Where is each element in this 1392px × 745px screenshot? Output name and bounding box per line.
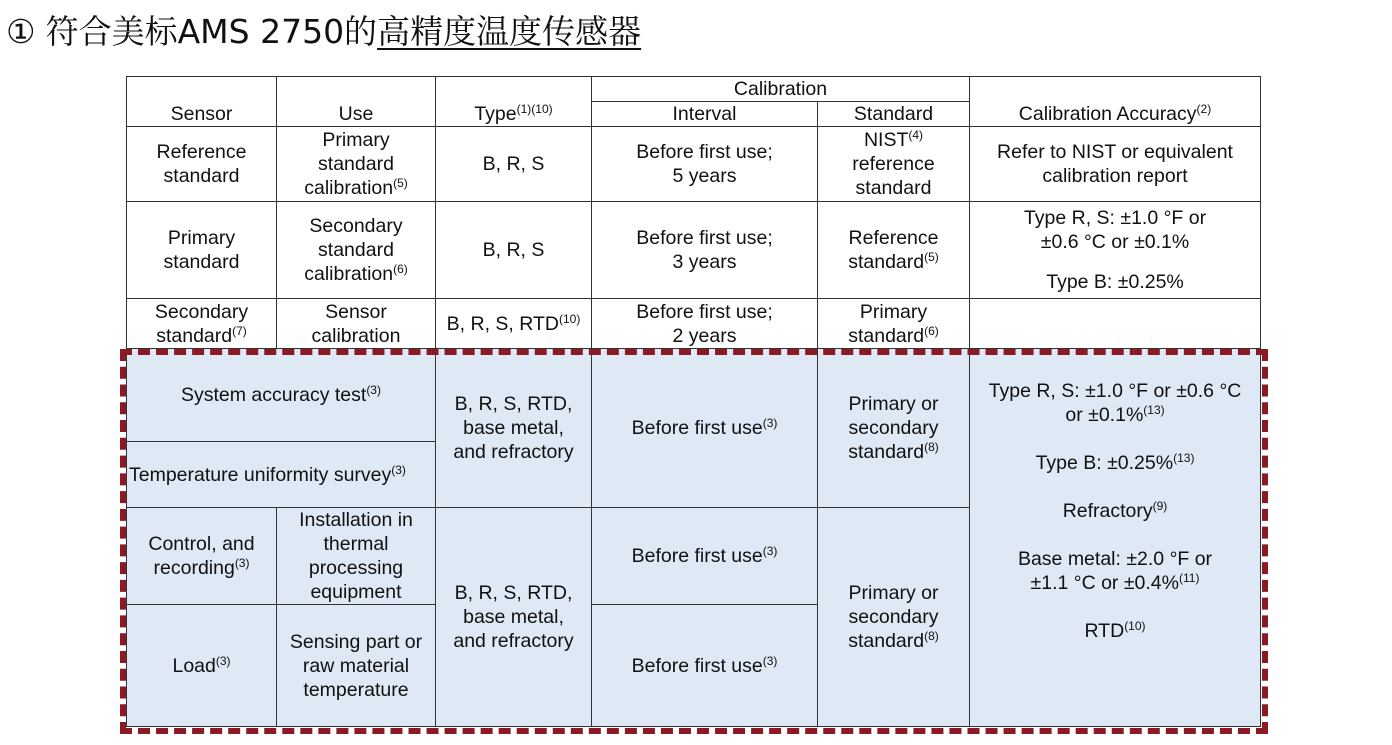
title-underlined: 高精度温度传感器 xyxy=(377,12,642,51)
header-type: Type$^{(1)(10)}$ xyxy=(436,77,592,127)
cell-use: Secondary standard calibration$^{(6)}$ xyxy=(277,202,436,299)
cell-control-recording: Control, and recording$^{(3)}$ xyxy=(127,508,277,605)
header-use: Use xyxy=(277,77,436,127)
cell-standard: Primary or secondary standard$^{(8)}$ xyxy=(818,508,970,727)
header-standard: Standard xyxy=(818,102,970,127)
cell-standard: Reference standard$^{(5)}$ xyxy=(818,202,970,299)
header-calibration: Calibration xyxy=(592,77,970,102)
cell-type: B, R, S xyxy=(436,202,592,299)
cell-interval: Before first use; 5 years xyxy=(592,127,818,202)
header-sensor: Sensor xyxy=(127,77,277,127)
table-row xyxy=(127,202,1261,299)
cell-use: Sensor calibration xyxy=(277,299,436,349)
header-interval: Interval xyxy=(592,102,818,127)
cell-standard: NIST$^{(4)}$ reference standard xyxy=(818,127,970,202)
table-row xyxy=(127,127,1261,202)
cell-interval: Before first use; 2 years xyxy=(592,299,818,349)
circled-number: ① xyxy=(6,12,36,51)
cell-accuracy-lower: Type R, S: ±1.0 °F or ±0.6 °C or ±0.1%$^{(13)}$ Type B: ±0.25%$^{(13)}$ Refractory$^{(9)}$ Base metal: ±2.0 °F or ±1.1 °C or ±0.4%$^{(11)}$ RTD$^{(10)}$ xyxy=(970,349,1261,727)
cell-interval: Before first use; 3 years xyxy=(592,202,818,299)
cell-load-use: Sensing part or raw material temperature xyxy=(277,605,436,727)
cell-use: Primary standard calibration$^{(5)}$ xyxy=(277,127,436,202)
cell-accuracy: Refer to NIST or equivalent calibration report xyxy=(970,127,1261,202)
header-accuracy: Calibration Accuracy$^{(2)}$ xyxy=(970,77,1261,127)
cell-interval: Before first use$^{(3)}$ xyxy=(592,605,818,727)
cell-interval: Before first use$^{(3)}$ xyxy=(592,508,818,605)
cell-type: B, R, S, RTD$^{(10)}$ xyxy=(436,299,592,349)
cell-standard: Primary standard$^{(6)}$ xyxy=(818,299,970,349)
table-row xyxy=(127,299,1261,349)
cell-type: B, R, S, RTD, base metal, and refractory xyxy=(436,349,592,508)
title-prefix: 符合美标AMS 2750的 xyxy=(45,12,378,51)
cell-system-accuracy-test: System accuracy test$^{(3)}$ xyxy=(127,349,436,442)
calibration-table xyxy=(126,76,1261,727)
cell-accuracy xyxy=(970,299,1261,349)
cell-interval: Before first use$^{(3)}$ xyxy=(592,349,818,508)
cell-sensor: Secondary standard$^{(7)}$ xyxy=(127,299,277,349)
cell-control-use: Installation in thermal processing equipment xyxy=(277,508,436,605)
table-row xyxy=(127,349,1261,442)
cell-sensor: Reference standard xyxy=(127,127,277,202)
page-title xyxy=(6,8,641,56)
cell-temperature-uniformity-survey: Temperature uniformity survey$^{(3)}$ xyxy=(127,442,436,508)
cell-type: B, R, S, RTD, base metal, and refractory xyxy=(436,508,592,727)
cell-sensor: Primary standard xyxy=(127,202,277,299)
cell-accuracy: Type R, S: ±1.0 °F or ±0.6 °C or ±0.1% Type B: ±0.25% xyxy=(970,202,1261,299)
cell-standard: Primary or secondary standard$^{(8)}$ xyxy=(818,349,970,508)
cell-type: B, R, S xyxy=(436,127,592,202)
cell-load: Load$^{(3)}$ xyxy=(127,605,277,727)
